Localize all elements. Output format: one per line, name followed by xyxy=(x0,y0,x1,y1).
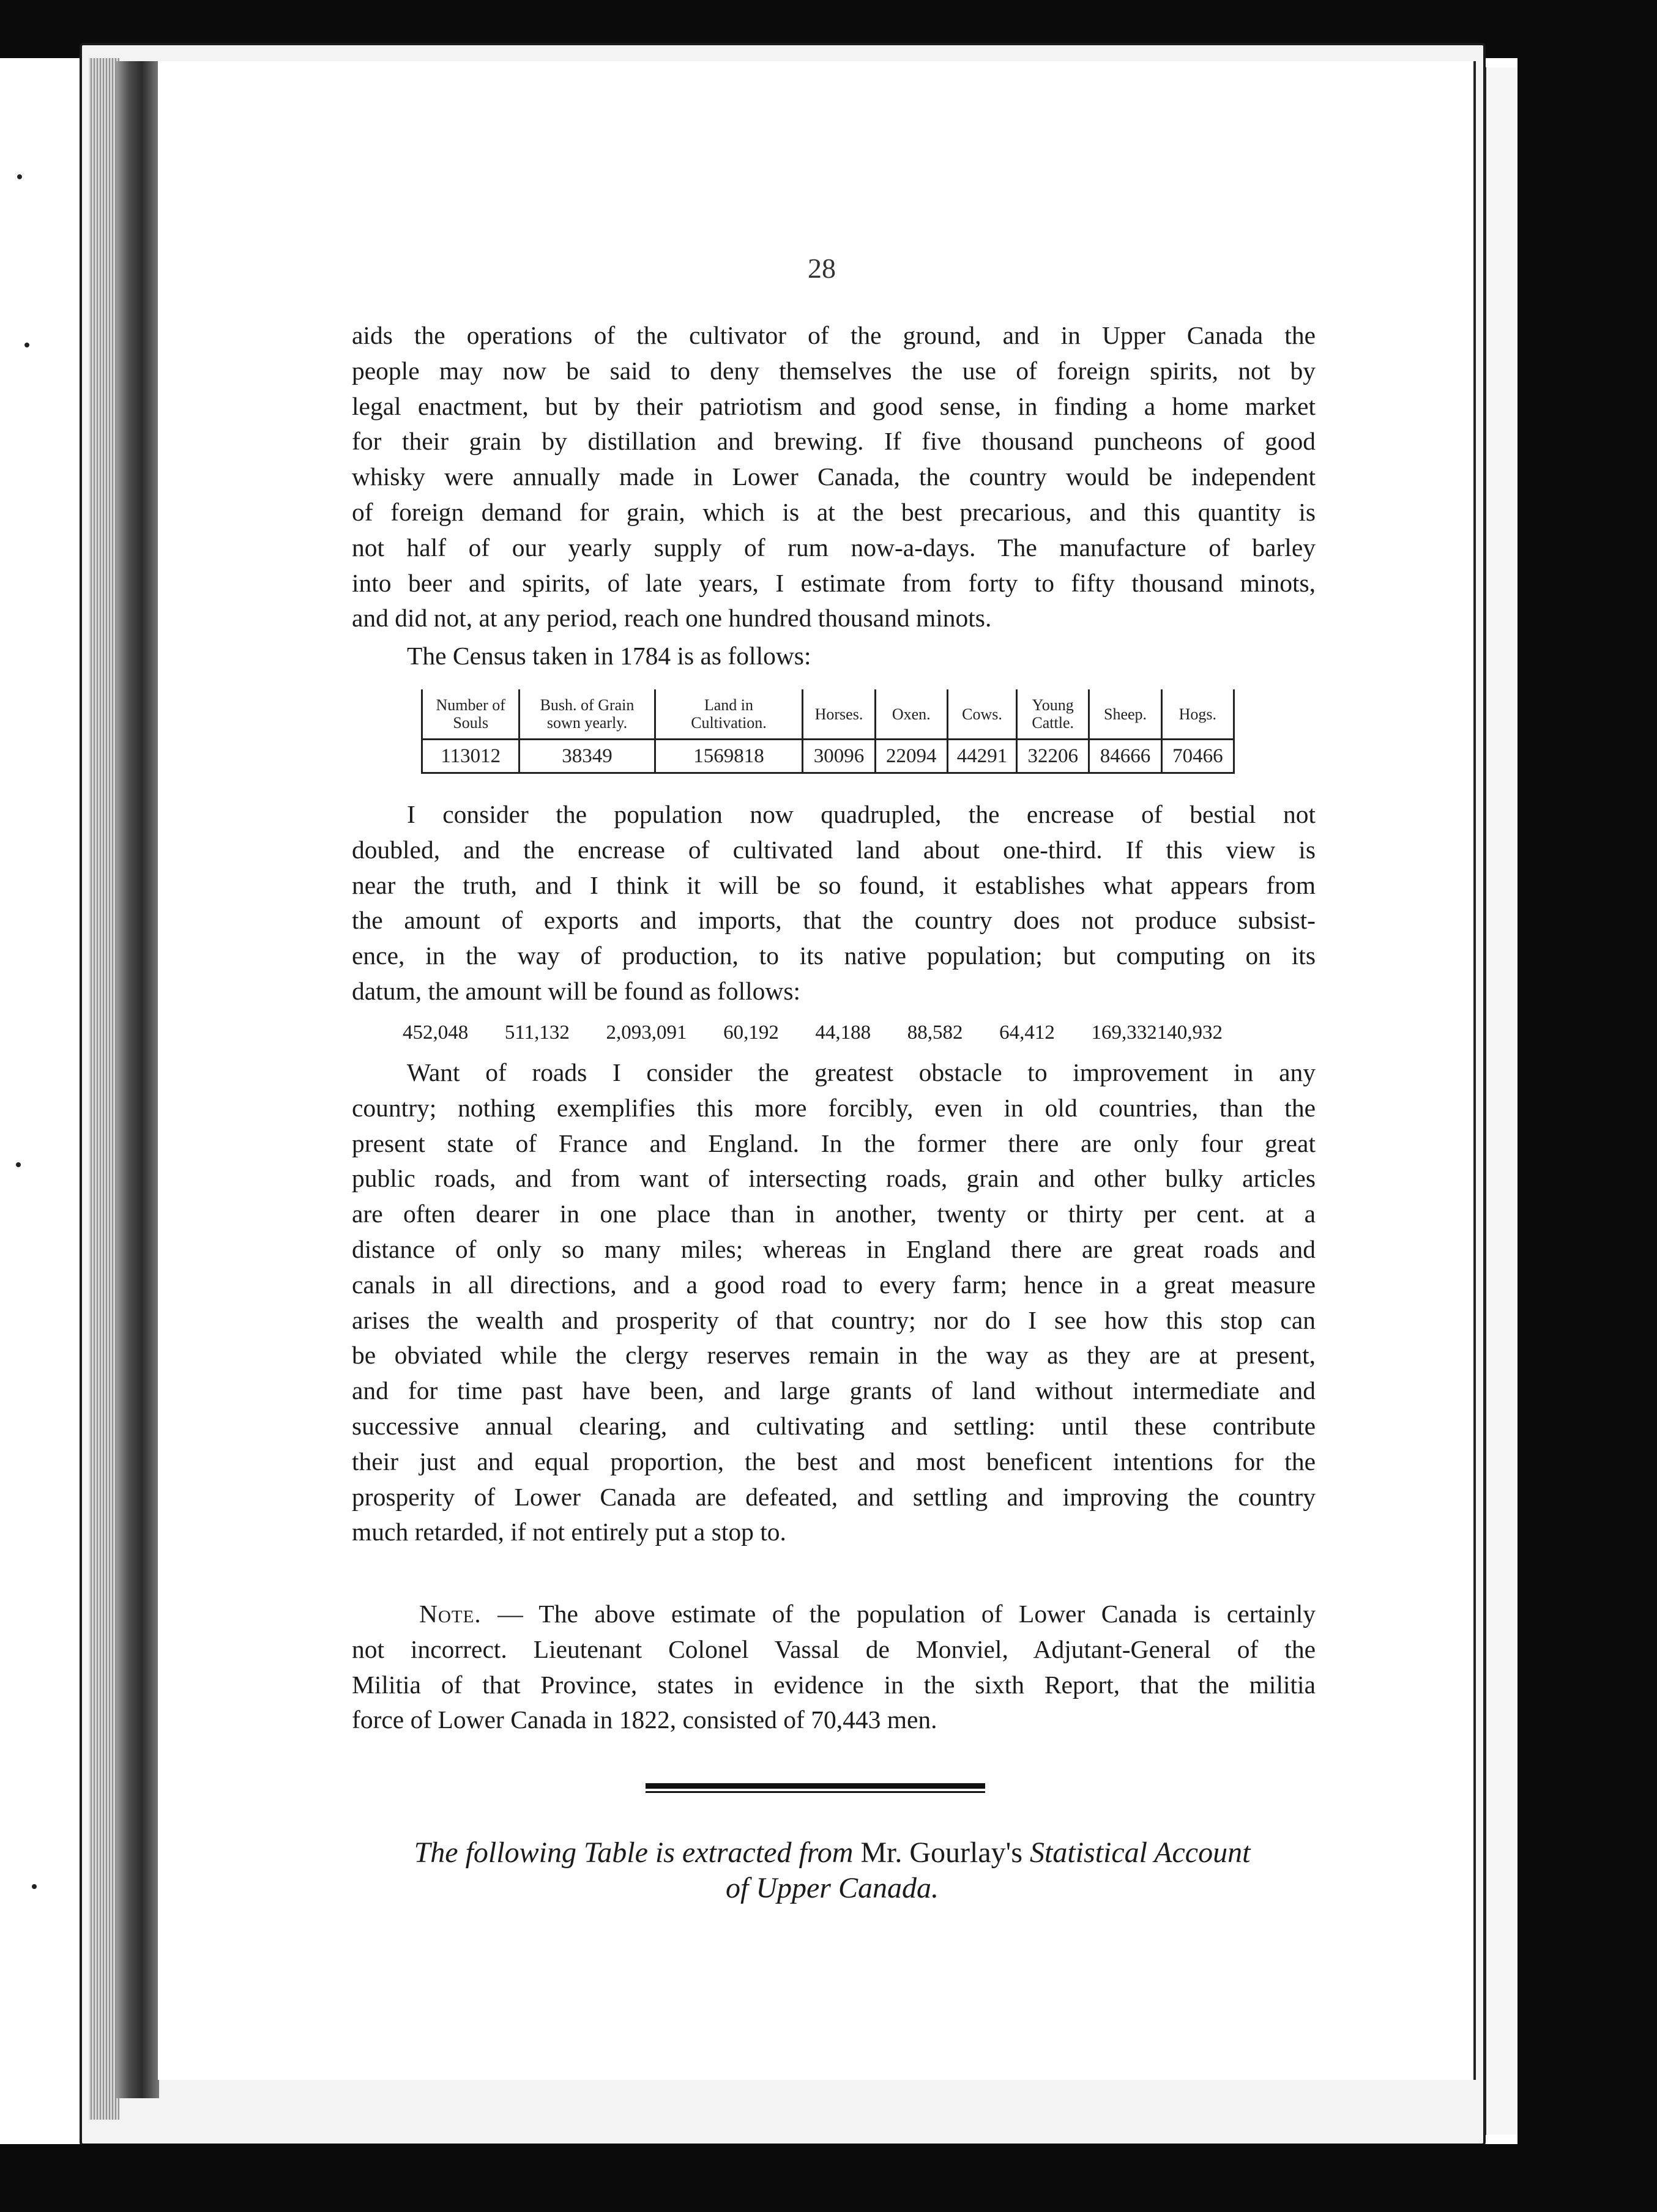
census-header-horses: Horses. xyxy=(803,689,875,740)
text-line: near the truth, and I think it will be so found, it establishes what appears from xyxy=(352,870,1316,899)
text-line: datum, the amount will be found as follows: xyxy=(352,976,801,1005)
text-line xyxy=(352,1597,1316,1632)
census-cell: 30096 xyxy=(803,740,875,773)
census-header-grain: Bush. of Grain sown yearly. xyxy=(519,689,655,740)
census-cell: 70466 xyxy=(1161,740,1234,773)
census-header-land: Land in Cultivation. xyxy=(655,689,803,740)
text-line: people may now be said to deny themselves the use of foreign spirits, not by xyxy=(352,356,1316,385)
note-dash: — xyxy=(481,1600,539,1628)
caption-author: Mr. Gourlay's xyxy=(860,1836,1022,1869)
census-header-young-cattle: Young Cattle. xyxy=(1017,689,1089,740)
text-line: for their grain by distillation and brewing. If five thousand puncheons of good xyxy=(352,427,1316,456)
census-cell: 32206 xyxy=(1017,740,1089,773)
text-line: and for time past have been, and large grants of land without intermediate and xyxy=(352,1376,1316,1405)
book-spine-shadow xyxy=(116,61,159,2098)
scan-speck xyxy=(32,1884,37,1889)
text-line: are often dearer in one place than in another, twenty or thirty per cent. at a xyxy=(352,1200,1316,1228)
census-header-row xyxy=(422,689,1234,740)
total-value: 2,093,091 xyxy=(606,1022,687,1044)
footer-caption xyxy=(343,1835,1322,1906)
total-value: 169,332140,932 xyxy=(1091,1022,1223,1044)
census-cell: 113012 xyxy=(422,740,519,773)
caption-text: Statistical Account xyxy=(1022,1836,1251,1869)
text-line: legal enactment, but by their patriotism and good sense, in finding a home market xyxy=(352,392,1316,420)
text-line: their just and equal proportion, the best and most beneficent intentions for the xyxy=(352,1447,1316,1475)
text-line: Want of roads I consider the greatest obstacle to improvement in any xyxy=(407,1058,1316,1086)
census-header-sheep: Sheep. xyxy=(1089,689,1161,740)
text-line: and did not, at any period, reach one hundred thousand minots. xyxy=(352,604,992,633)
page-number: 28 xyxy=(808,253,836,284)
text-line: country; nothing exemplifies this more forcibly, even in old countries, than the xyxy=(352,1093,1316,1122)
census-header-cows: Cows. xyxy=(947,689,1016,740)
text-line: I consider the population now quadrupled, the encrease of bestial not xyxy=(407,800,1316,828)
census-cell: 84666 xyxy=(1089,740,1161,773)
scan-speck xyxy=(17,174,22,179)
census-header-hogs: Hogs. xyxy=(1161,689,1234,740)
census-cell: 38349 xyxy=(519,740,655,773)
text-line: doubled, and the encrease of cultivated land about one-third. If this view is xyxy=(352,835,1316,864)
book-spine-pages xyxy=(89,58,119,2120)
caption-text: The following Table is extracted from xyxy=(414,1836,861,1869)
text-line: not incorrect. Lieutenant Colonel Vassal de Monviel, Adjutant-General of the xyxy=(352,1635,1316,1663)
paragraph-roads xyxy=(352,1055,1316,1550)
text-line: whisky were annually made in Lower Canada, the country would be independent xyxy=(352,462,1316,491)
text-line: prosperity of Lower Canada are defeated, and settling and improving the country xyxy=(352,1482,1316,1511)
census-header-oxen: Oxen. xyxy=(875,689,947,740)
census-cell: 1569818 xyxy=(655,740,803,773)
census-intro: The Census taken in 1784 is as follows: xyxy=(407,642,811,670)
census-cell: 22094 xyxy=(875,740,947,773)
text-line: distance of only so many miles; whereas in England there are great roads and xyxy=(352,1234,1316,1263)
text-line: ence, in the way of production, to its native population; but computing on its xyxy=(352,941,1316,970)
totals-row xyxy=(403,1017,1223,1048)
total-value: 511,132 xyxy=(504,1022,570,1044)
text-line: public roads, and from want of intersecting roads, grain and other bulky articles xyxy=(352,1164,1316,1193)
text-line: into beer and spirits, of late years, I estimate from forty to fifty thousand minots, xyxy=(352,568,1316,597)
census-header-souls: Number of Souls xyxy=(422,689,519,740)
scan-speck xyxy=(16,1162,21,1167)
total-value: 64,412 xyxy=(999,1022,1055,1044)
total-value: 44,188 xyxy=(815,1022,871,1044)
text-line: force of Lower Canada in 1822, consisted of 70,443 men. xyxy=(352,1705,937,1734)
census-cell: 44291 xyxy=(947,740,1016,773)
note-text: The above estimate of the population of Lower Canada is certainly xyxy=(538,1600,1316,1628)
text-line: the amount of exports and imports, that the country does not produce subsist- xyxy=(352,906,1316,935)
paragraph-population xyxy=(352,797,1316,1009)
text-line: arises the wealth and prosperity of that country; nor do I see how this stop can xyxy=(352,1305,1316,1334)
total-value: 88,582 xyxy=(907,1022,963,1044)
scan-speck xyxy=(24,343,29,347)
text-line: not half of our yearly supply of rum now-a-days. The manufacture of barley xyxy=(352,533,1316,562)
text-line: aids the operations of the cultivator of the ground, and in Upper Canada the xyxy=(352,321,1316,349)
text-line: Militia of that Province, states in evidence in the sixth Report, that the militia xyxy=(352,1670,1316,1699)
scan-border-bottom xyxy=(0,2144,1517,2212)
text-line: be obviated while the clergy reserves remain in the way as they are at present, xyxy=(352,1341,1316,1370)
section-rule xyxy=(646,1783,985,1793)
census-value-row xyxy=(422,740,1234,773)
text-line: canals in all directions, and a good road to every farm; hence in a great measure xyxy=(352,1270,1316,1299)
census-table xyxy=(421,689,1235,774)
caption-text: of Upper Canada. xyxy=(726,1872,939,1904)
scan-border-right xyxy=(1517,58,1657,2212)
text-line: present state of France and England. In the former there are only four great xyxy=(352,1129,1316,1157)
total-value: 452,048 xyxy=(403,1022,469,1044)
text-line: of foreign demand for grain, which is at the best precarious, and this quantity is xyxy=(352,497,1316,526)
text-line: successive annual clearing, and cultivating and settling: until these contribute xyxy=(352,1411,1316,1440)
text-line: much retarded, if not entirely put a stop to. xyxy=(352,1518,786,1546)
note-label: Note. xyxy=(419,1600,482,1628)
paragraph-distillation xyxy=(352,318,1316,636)
note-paragraph xyxy=(352,1597,1316,1738)
total-value: 60,192 xyxy=(723,1022,779,1044)
